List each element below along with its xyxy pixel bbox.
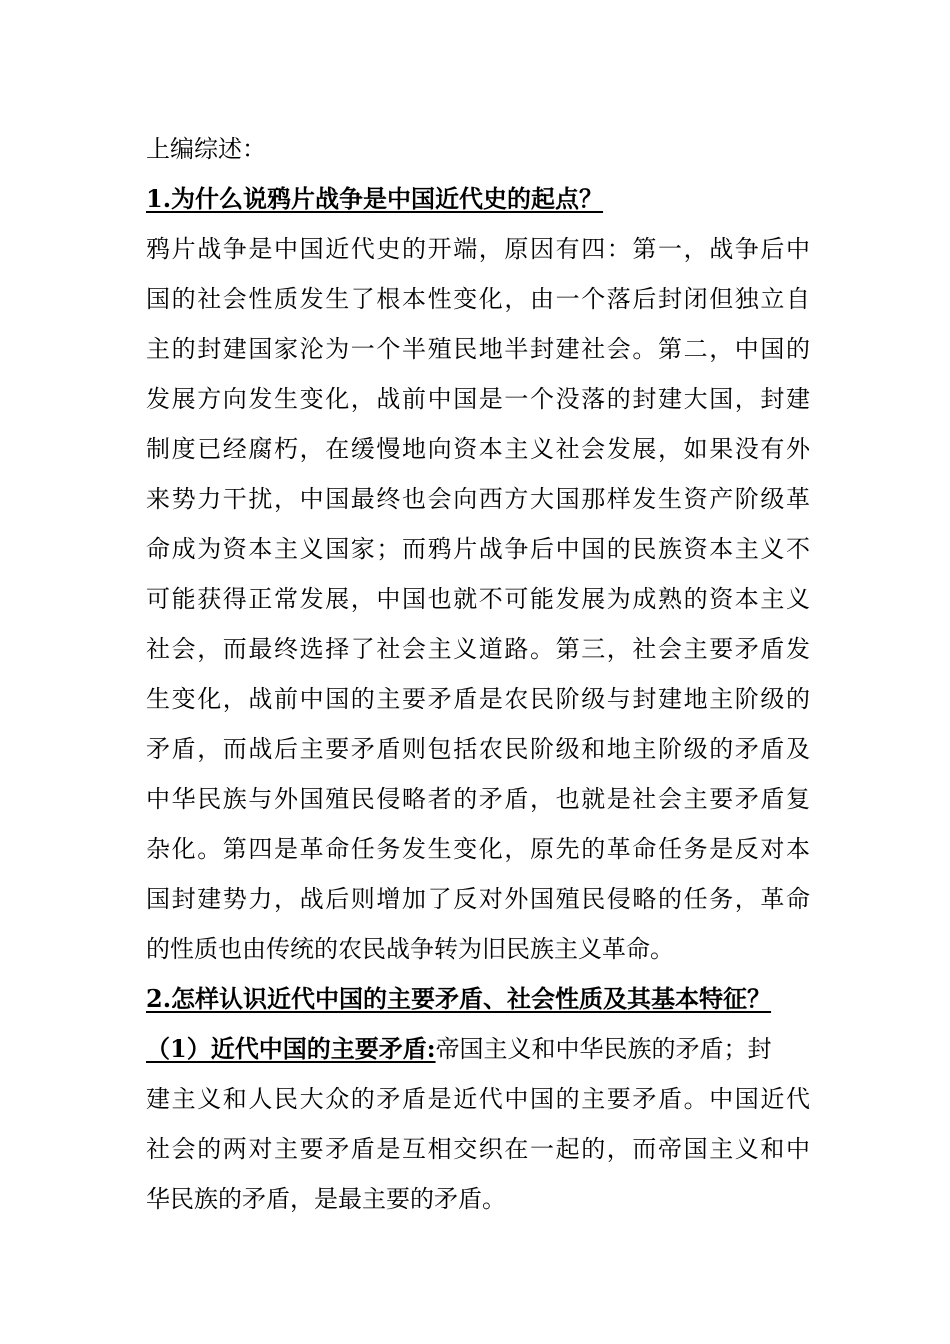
intro-text: 上编综述： [146,135,266,163]
q1-paragraph-line: 生变化，战前中国的主要矛盾是农民阶级与封建地主阶级的 [146,685,810,713]
q2-paragraph-line: 社会的两对主要矛盾是互相交织在一起的，而帝国主义和中 [146,1135,810,1163]
question-1-heading: 1.为什么说鸦片战争是中国近代史的起点？ [146,184,604,213]
question-2-heading: 2.怎样认识近代中国的主要矛盾、社会性质及其基本特征？ [146,984,772,1013]
q1-paragraph-line: 国封建势力，战后则增加了反对外国殖民侵略的任务，革命 [146,885,810,913]
q2-sub1-label: （1）近代中国的主要矛盾: [146,1034,436,1063]
q1-paragraph-line: 发展方向发生变化，战前中国是一个没落的封建大国，封建 [146,385,810,413]
q2-sub1-text: 帝国主义和中华民族的矛盾；封 [435,1035,772,1063]
q1-paragraph-line: 矛盾，而战后主要矛盾则包括农民阶级和地主阶级的矛盾及 [146,735,810,763]
q2-paragraph-line: 华民族的矛盾，是最主要的矛盾。 [146,1185,506,1213]
q1-paragraph-line: 可能获得正常发展，中国也就不可能发展为成熟的资本主义 [146,585,810,613]
q1-paragraph-line: 来势力干扰，中国最终也会向西方大国那样发生资产阶级革 [146,485,810,513]
q1-paragraph-line: 的性质也由传统的农民战争转为旧民族主义革命。 [146,935,674,963]
q1-paragraph-line: 社会，而最终选择了社会主义道路。第三，社会主要矛盾发 [146,635,810,663]
q1-paragraph-line: 制度已经腐朽，在缓慢地向资本主义社会发展，如果没有外 [146,435,810,463]
q1-paragraph-line: 鸦片战争是中国近代史的开端，原因有四：第一，战争后中 [146,235,810,263]
q2-paragraph-line: 建主义和人民大众的矛盾是近代中国的主要矛盾。中国近代 [146,1085,810,1113]
q1-paragraph-line: 中华民族与外国殖民侵略者的矛盾，也就是社会主要矛盾复 [146,785,810,813]
q2-sub1-line [146,1024,810,1074]
q1-paragraph-line: 国的社会性质发生了根本性变化，由一个落后封闭但独立自 [146,285,810,313]
q1-paragraph-line: 命成为资本主义国家；而鸦片战争后中国的民族资本主义不 [146,535,810,563]
document-page [146,124,810,1224]
q1-paragraph-line: 杂化。第四是革命任务发生变化，原先的革命任务是反对本 [146,835,810,863]
q1-paragraph-line: 主的封建国家沦为一个半殖民地半封建社会。第二，中国的 [146,335,810,363]
